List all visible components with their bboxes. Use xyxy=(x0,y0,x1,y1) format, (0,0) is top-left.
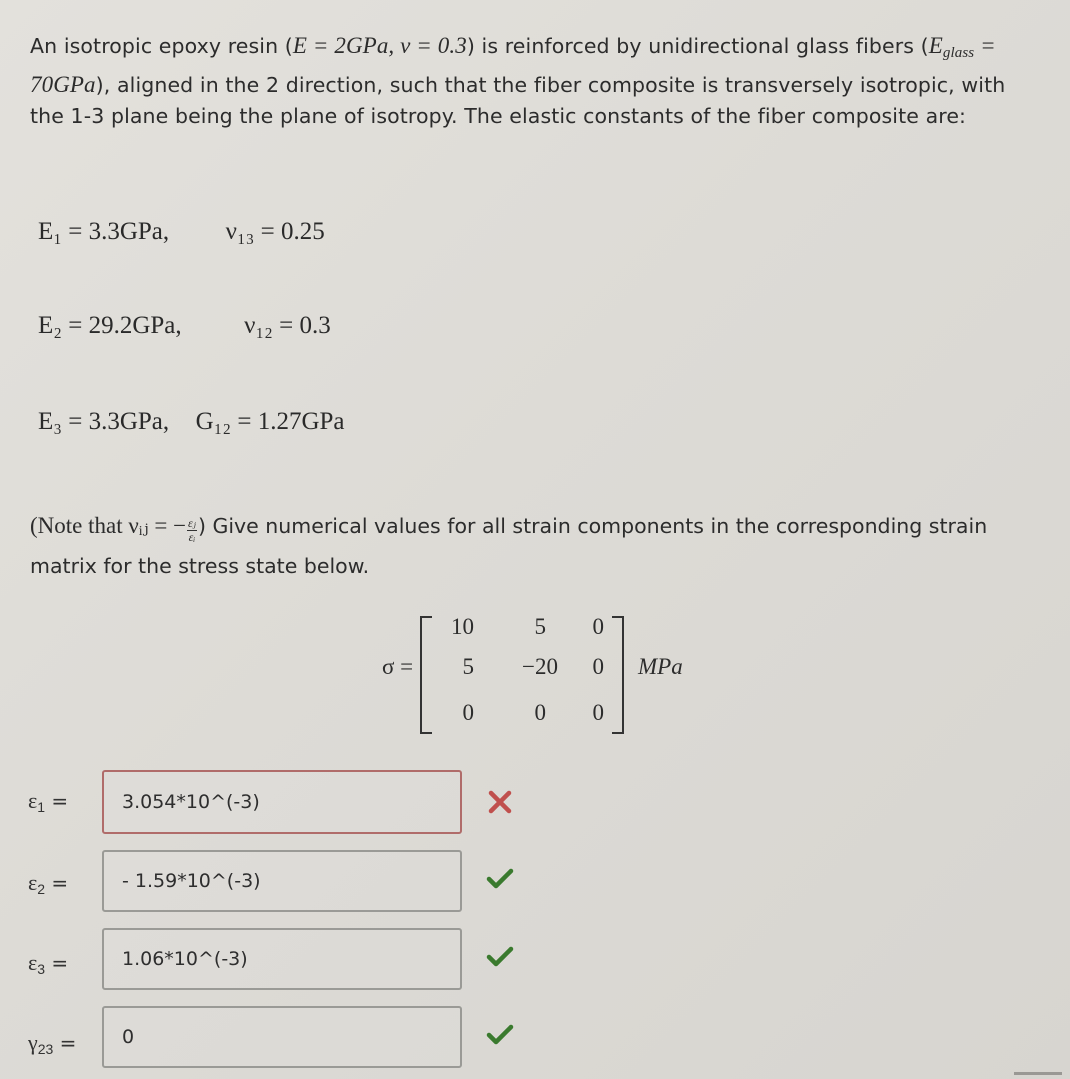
question-intro xyxy=(30,30,1040,132)
matrix-cell: 0 xyxy=(534,700,546,725)
strain-value-e2: - 1.59*10^(-3) xyxy=(122,870,261,892)
scroll-indicator xyxy=(1014,1072,1062,1075)
strain-label-e1: $\varepsilon_1$ = xyxy=(28,788,69,815)
glass-modulus: $E_{glass} = 70GPa$ xyxy=(30,33,996,97)
stress-matrix xyxy=(382,608,712,732)
strain-input-e1[interactable] xyxy=(102,770,462,834)
constants-row-2 xyxy=(38,312,331,340)
constant-v12: ν₁₂ = 0.3 xyxy=(244,312,331,339)
intro-text-2: ) is reinforced by unidirectional glass fibers ( xyxy=(466,34,929,58)
matrix-cell: 0 xyxy=(592,700,604,725)
constants-row-3 xyxy=(38,408,345,436)
matrix-cell: 5 xyxy=(462,654,474,679)
strain-input-e3[interactable] xyxy=(102,928,462,990)
question-note xyxy=(30,506,1040,586)
note-text: ) Give numerical values for all strain components in the corresponding strain matrix for the stress state below. xyxy=(30,514,988,578)
correct-check-icon xyxy=(486,1020,514,1048)
correct-check-icon xyxy=(486,942,514,970)
intro-text-3: ), aligned in the 2 direction, such that the fiber composite is transversely isotropic, with the 1-3 plane being the plane of isotropy. The elastic constants of the fiber composite are: xyxy=(30,73,1006,128)
strain-input-e2[interactable] xyxy=(102,850,462,912)
strain-value-g23: 0 xyxy=(122,1026,135,1048)
matrix-cell: 5 xyxy=(534,614,546,639)
sigma-label: σ = xyxy=(382,654,414,679)
matrix-cell: 0 xyxy=(462,700,474,725)
strain-input-g23[interactable] xyxy=(102,1006,462,1068)
matrix-cell: 10 xyxy=(451,614,474,639)
note-vij: νᵢⱼ = − xyxy=(128,513,187,538)
matrix-cell: −20 xyxy=(522,654,558,679)
note-open: (Note that xyxy=(30,513,129,538)
note-fraction: $\frac{\text{εⱼ}}{\text{εᵢ}}$ xyxy=(188,516,196,544)
resin-properties: E = 2GPa, v = 0.3 xyxy=(292,33,467,58)
strain-value-e3: 1.06*10^(-3) xyxy=(122,948,248,970)
intro-text-1: An isotropic epoxy resin ( xyxy=(30,34,293,58)
correct-check-icon xyxy=(486,864,514,892)
constant-G12: G₁₂ = 1.27GPa xyxy=(195,408,345,435)
constant-E2: E₂ = 29.2GPa, xyxy=(38,312,182,339)
strain-label-g23: $\gamma_{23}$ = xyxy=(28,1030,77,1057)
constant-E3: E₃ = 3.3GPa, xyxy=(38,408,170,435)
strain-label-e2: $\varepsilon_2$ = xyxy=(28,870,69,897)
incorrect-x-icon xyxy=(486,788,514,816)
strain-value-e1: 3.054*10^(-3) xyxy=(122,791,260,813)
matrix-right-bracket xyxy=(612,616,624,734)
matrix-unit: MPa xyxy=(638,654,683,679)
matrix-left-bracket xyxy=(420,616,432,734)
matrix-cell: 0 xyxy=(592,654,604,679)
constants-row-1 xyxy=(38,218,325,246)
strain-label-e3: $\varepsilon_3$ = xyxy=(28,950,69,977)
constant-E1: E₁ = 3.3GPa, xyxy=(38,218,170,245)
constant-v13: ν₁₃ = 0.25 xyxy=(225,218,325,245)
matrix-cell: 0 xyxy=(592,614,604,639)
